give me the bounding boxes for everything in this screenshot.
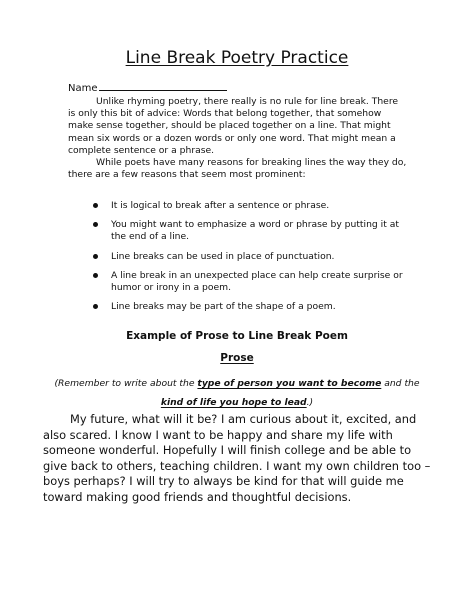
intro-paragraph-1: Unlike rhyming poetry, there really is no rule for line break. There is only this bit of advice: Words that belong together, that somehow make sense together, should be placed together on a line. That might mean six words or a dozen words or only one word. That might mean a complete sentence or a phrase. <box>68 96 399 156</box>
name-blank-line <box>99 81 227 91</box>
page-title: Line Break Poetry Practice <box>125 48 349 68</box>
prose-paragraph: My future, what will it be? I am curious about it, excited, and also scared. I know I want to be happy and share my life with someone wonderful. Hopefully I will finish college and be able to give back to others, teaching children. I want my own children too – boys perhaps? I will try to always be kind for that will guide me toward making good friends and thoughtful decisions. <box>43 412 431 504</box>
name-label: Name <box>68 83 98 94</box>
list-item <box>93 200 413 212</box>
name-field-row <box>68 81 227 94</box>
reasons-list <box>93 200 413 320</box>
reminder-text-3: .) <box>306 397 314 408</box>
list-item <box>93 301 413 313</box>
list-item <box>93 251 413 263</box>
list-item-text: You might want to emphasize a word or phrase by putting it at the end of a line. <box>111 219 399 243</box>
reminder-text-1: (Remember to write about the <box>54 378 198 389</box>
reminder-emphasis-2: kind of life you hope to lead <box>160 397 307 408</box>
list-item <box>93 219 413 243</box>
bullet-icon <box>93 304 98 309</box>
reminder-emphasis-1: type of person you want to become <box>197 378 382 389</box>
example-heading: Example of Prose to Line Break Poem <box>126 330 348 342</box>
bullet-icon <box>93 254 98 259</box>
bullet-icon <box>93 222 98 227</box>
intro-paragraph-2: While poets have many reasons for breaking lines the way they do, there are a few reasons that seem most prominent: <box>68 157 407 181</box>
list-item-text: Line breaks can be used in place of punctuation. <box>111 250 335 262</box>
list-item-text: It is logical to break after a sentence or phrase. <box>111 200 330 211</box>
list-item-text: A line break in an unexpected place can help create surprise or humor or irony in a poem. <box>111 269 403 294</box>
list-item-text: Line breaks may be part of the shape of a poem. <box>111 301 336 313</box>
bullet-icon <box>93 203 98 208</box>
reminder-note <box>40 374 434 412</box>
bullet-icon <box>93 273 98 278</box>
reminder-text-2: and the <box>381 378 420 389</box>
intro-text <box>68 96 408 181</box>
list-item <box>93 270 413 294</box>
prose-heading: Prose <box>220 352 254 364</box>
